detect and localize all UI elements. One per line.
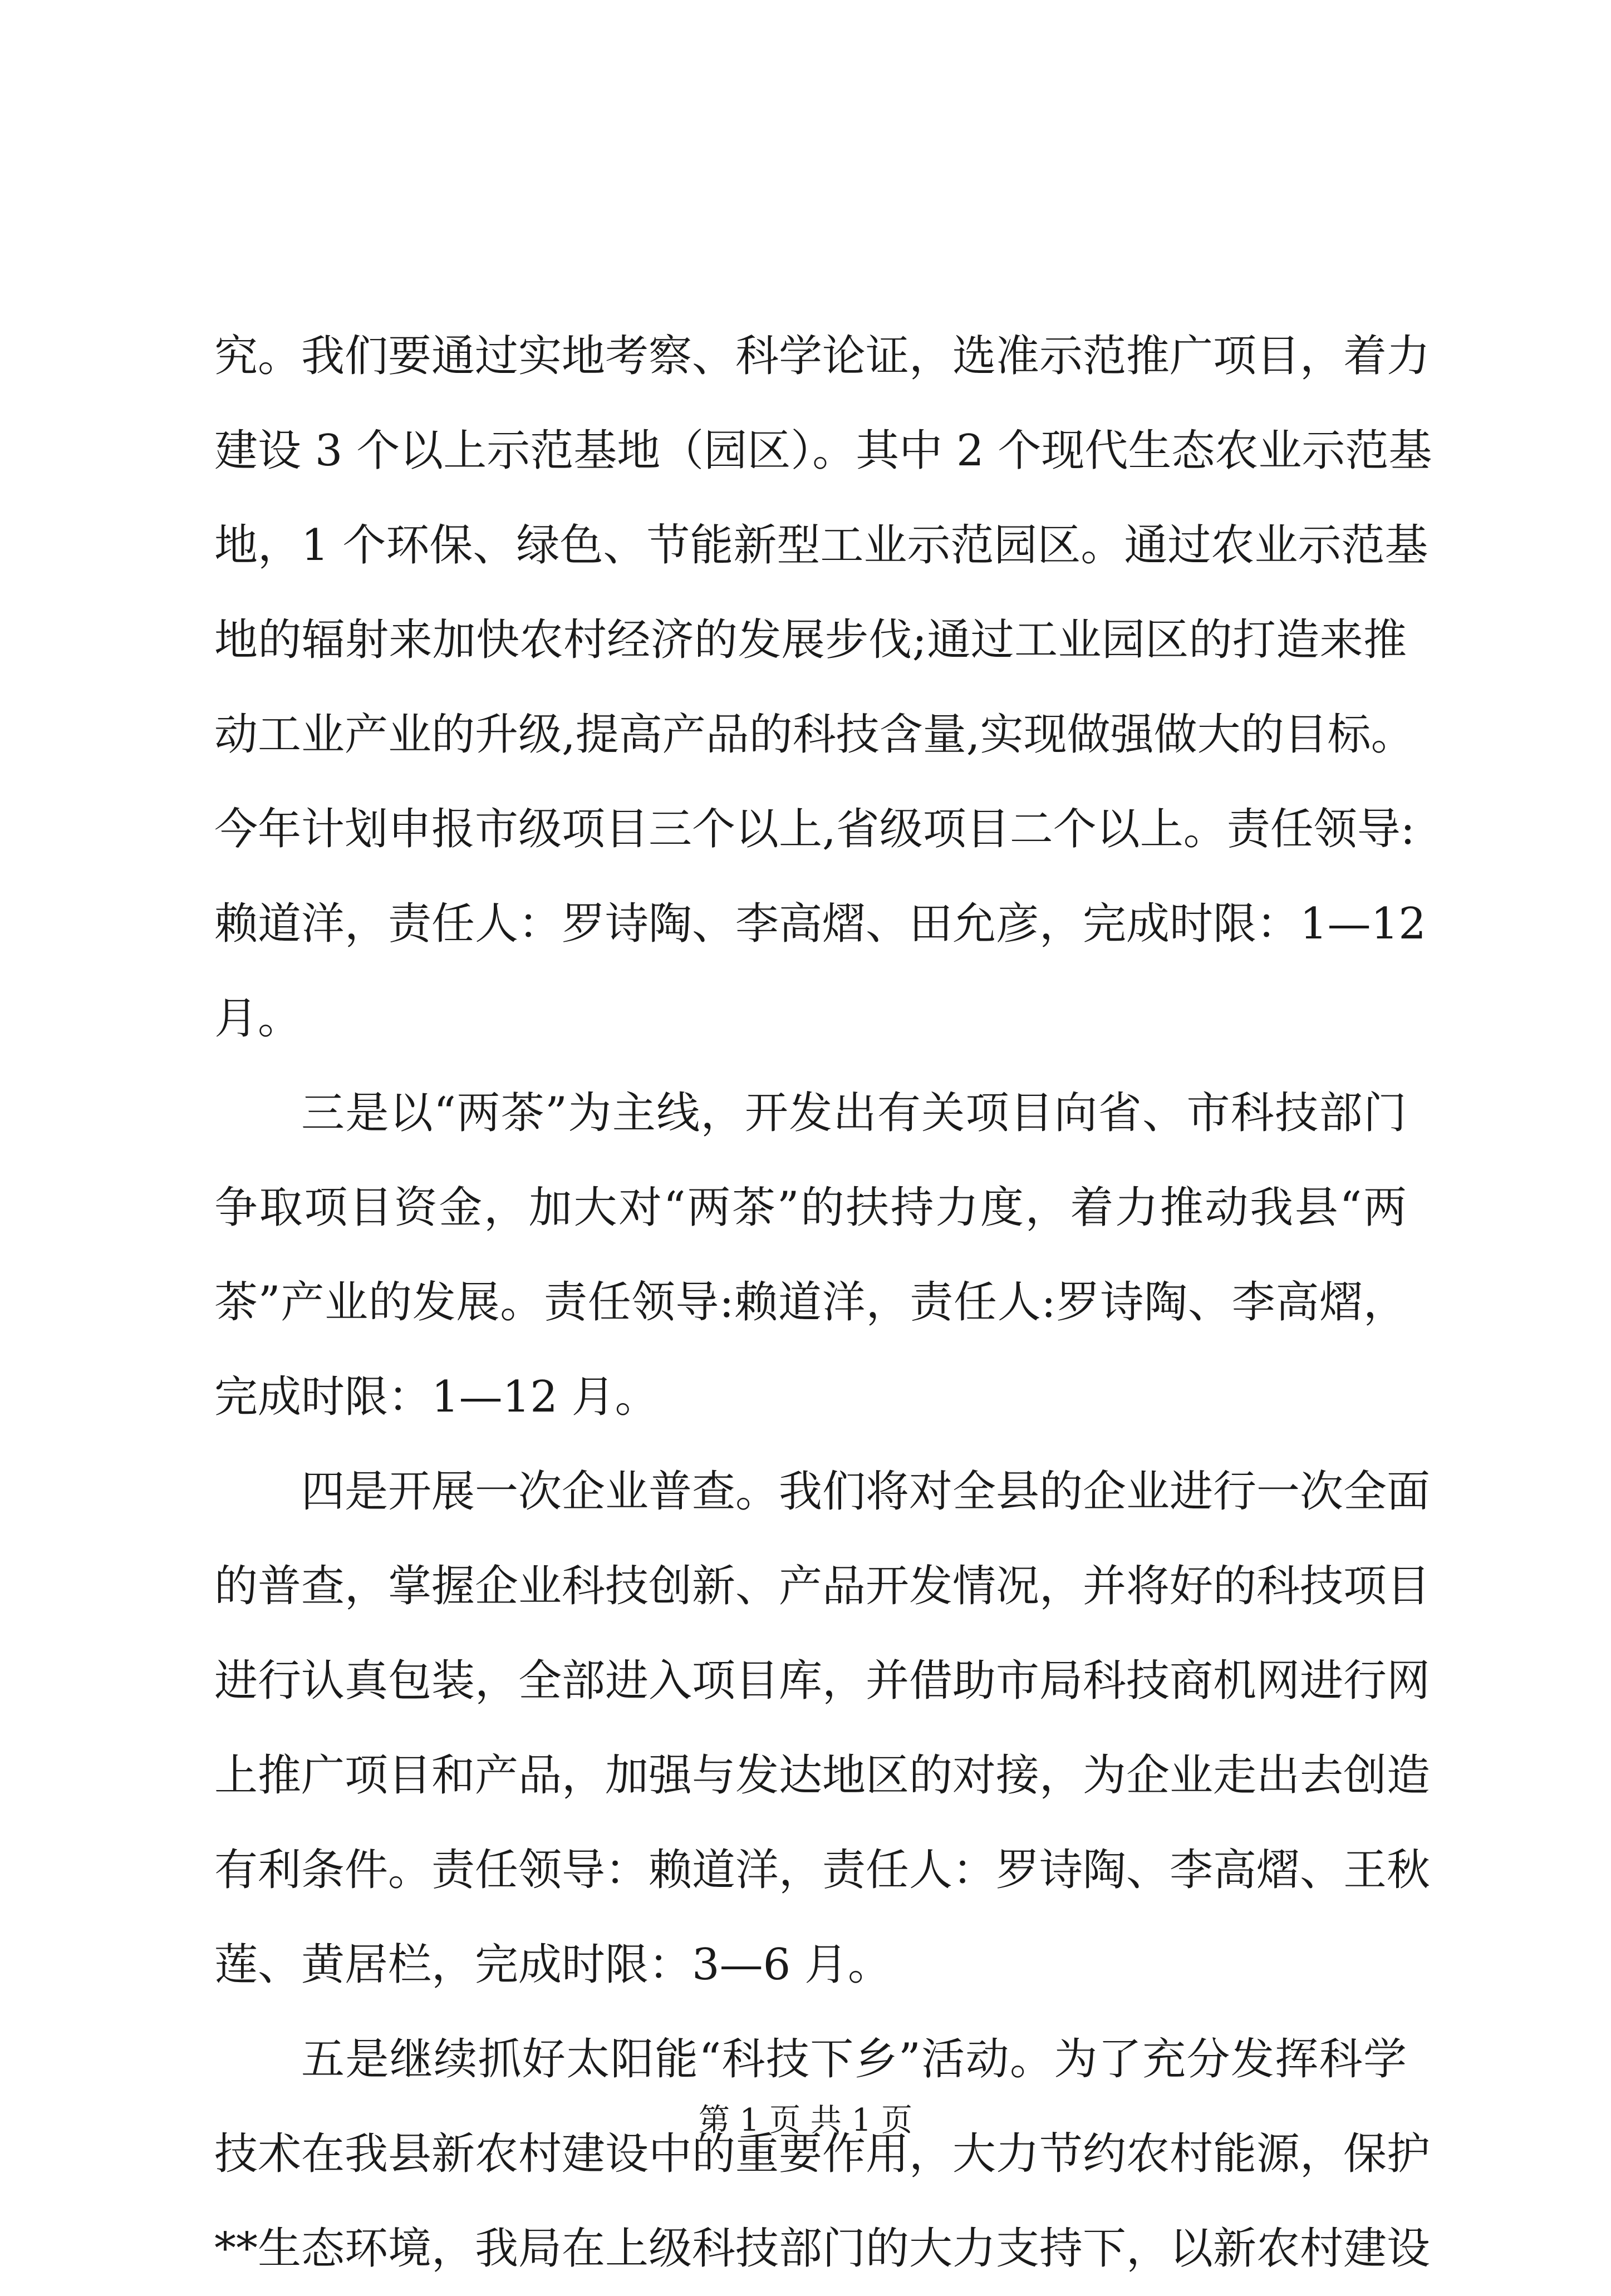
page-number-label: 第 1 页 共 1 页: [698, 2102, 913, 2138]
text-line: **生态环境，我局在上级科技部门的大力支持下，以新农村建设: [214, 2224, 1431, 2274]
text-line: 有利条件。责任领导：赖道洋，责任人：罗诗陶、李高熠、王秋: [214, 1845, 1431, 1895]
text-line: 究。我们要通过实地考察、科学论证，选准示范推广项目，着力: [214, 331, 1431, 381]
text-line: 建设 3 个以上示范基地（园区）。其中 2 个现代生态农业示范基: [214, 426, 1432, 476]
page-footer: [0, 2098, 1611, 2143]
text-line: 动工业产业的升级,提高产品的科技含量,实现做强做大的目标。: [214, 710, 1414, 760]
text-line: 完成时限：1—12 月。: [214, 1372, 659, 1422]
text-line: 茶”产业的发展。责任领导:赖道洋，责任人:罗诗陶、李高熠，: [214, 1277, 1407, 1328]
text-line: 莲、黄居栏，完成时限：3—6 月。: [214, 1940, 892, 1990]
text-line: 地的辐射来加快农村经济的发展步伐;通过工业园区的打造来推: [214, 615, 1407, 665]
text-line: 技术在我县新农村建设中的重要作用，大力节约农村能源，保护: [214, 2129, 1431, 2179]
document-body: [214, 309, 1432, 2296]
text-line: 月。: [214, 994, 302, 1044]
text-line: 地，1 个环保、绿色、节能新型工业示范园区。通过农业示范基: [214, 520, 1428, 571]
text-line: 进行认真包装，全部进入项目库，并借助市局科技商机网进行网: [214, 1656, 1431, 1706]
paragraph-start-line: 五是继续抓好太阳能“科技下乡”活动。为了充分发挥科学: [301, 2034, 1407, 2084]
text-line: 上推广项目和产品，加强与发达地区的对接，为企业走出去创造: [214, 1751, 1431, 1801]
text-line: 的普查，掌握企业科技创新、产品开发情况，并将好的科技项目: [214, 1561, 1431, 1611]
paragraph-start-line: 四是开展一次企业普查。我们将对全县的企业进行一次全面: [301, 1467, 1431, 1517]
text-line: 争取项目资金，加大对“两茶”的扶持力度，着力推动我县“两: [214, 1183, 1407, 1233]
text-line: 赖道洋，责任人：罗诗陶、李高熠、田允彦，完成时限：1—12: [214, 899, 1426, 949]
paragraph-start-line: 三是以“两茶”为主线，开发出有关项目向省、市科技部门: [301, 1088, 1407, 1138]
text-line: 今年计划申报市级项目三个以上,省级项目二个以上。责任领导:: [214, 804, 1416, 854]
